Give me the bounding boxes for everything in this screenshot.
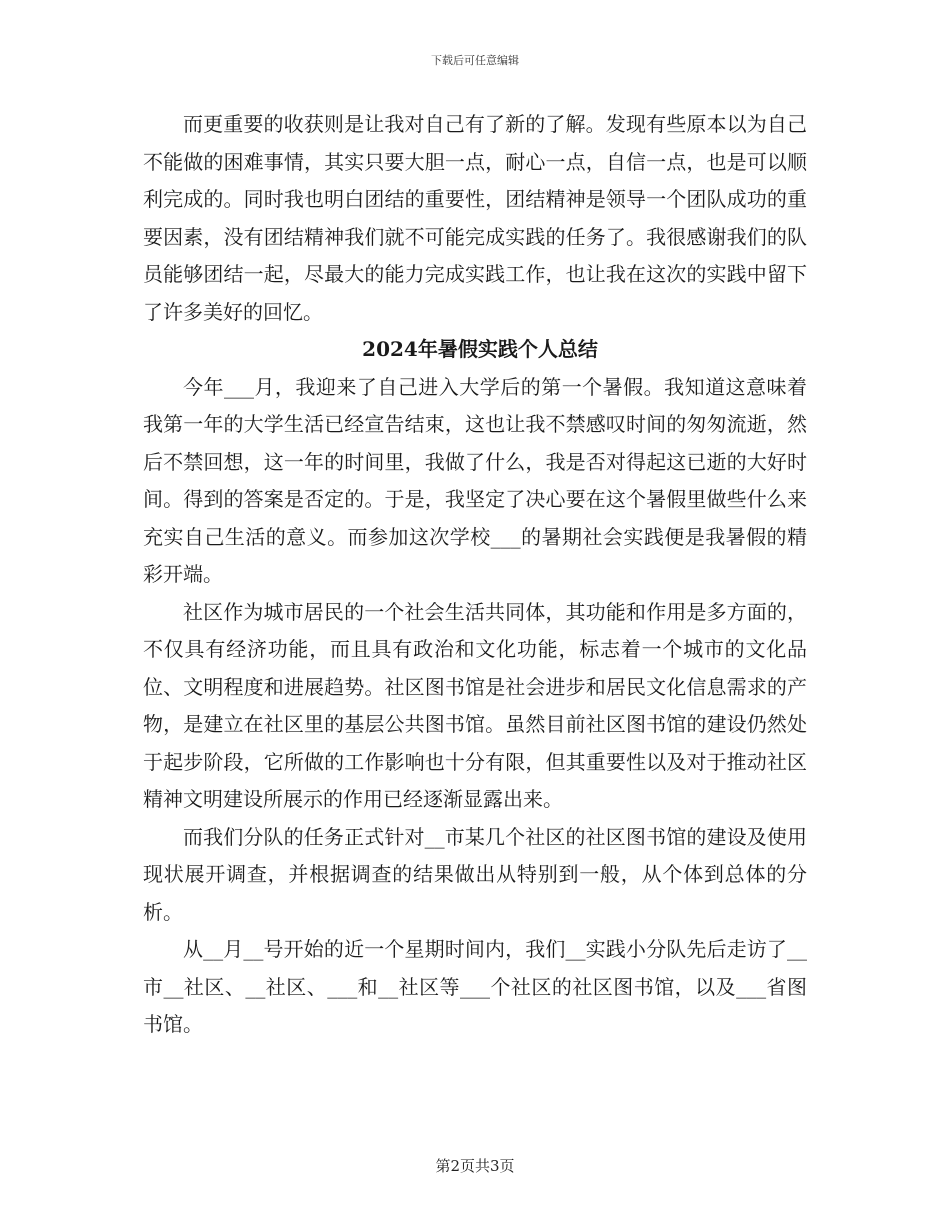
paragraph-4: 从__月__号开始的近一个星期时间内，我们__实践小分队先后走访了__市__社区、__社区、___和__社区等___个社区的社区图书馆，以及___省图书馆。: [143, 937, 807, 1036]
paragraph-2: 社区作为城市居民的一个社会生活共同体，其功能和作用是多方面的，不仅具有经济功能，而且具有政治和文化功能，标志着一个城市的文化品位、文明程度和进展趋势。社区图书馆是社会进步和居民文化信息需求的产物，是建立在社区里的基层公共图书馆。虽然目前社区图书馆的建设仍然处于起步阶段，它所做的工作影响也十分有限，但其重要性以及对于推动社区精神文明建设所展示的作用已经逐渐显露出来。: [143, 599, 807, 811]
paragraph-1: 今年___月，我迎来了自己进入大学后的第一个暑假。我知道这意味着我第一年的大学生活已经宣告结束，这也让我不禁感叹时间的匆匆流逝，然后不禁回想，这一年的时间里，我做了什么，我是否对得起这已逝的大好时间。得到的答案是否定的。于是，我坚定了决心要在这个暑假里做些什么来充实自己生活的意义。而参加这次学校___的暑期社会实践便是我暑假的精彩开端。: [143, 374, 807, 586]
section-title: 2024年暑假实践个人总结: [362, 337, 598, 361]
page-number: 第2页共3页: [435, 1157, 515, 1175]
paragraph-3: 而我们分队的任务正式针对__市某几个社区的社区图书馆的建设及使用现状展开调查，并根据调查的结果做出从特别到一般，从个体到总体的分析。: [143, 824, 807, 924]
document-body: [143, 106, 807, 1044]
paragraph-intro: 而更重要的收获则是让我对自己有了新的了解。发现有些原本以为自己不能做的困难事情，其实只要大胆一点，耐心一点，自信一点，也是可以顺利完成的。同时我也明白团结的重要性，团结精神是领导一个团队成功的重要因素，没有团结精神我们就不可能完成实践的任务了。我很感谢我们的队员能够团结一起，尽最大的能力完成实践工作，也让我在这次的实践中留下了许多美好的回忆。: [143, 112, 807, 324]
page-header-note: 下载后可任意编辑: [431, 54, 519, 67]
